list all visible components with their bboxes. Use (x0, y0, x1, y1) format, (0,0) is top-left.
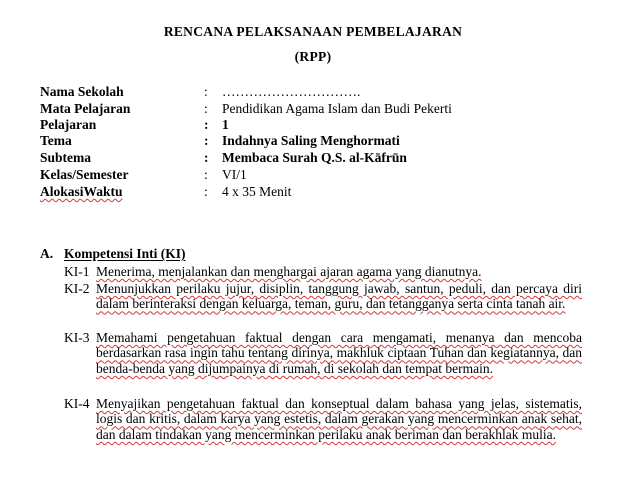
info-colon: : (204, 133, 209, 148)
info-colon: : (204, 167, 208, 182)
info-colon: : (204, 184, 208, 199)
document-title: RENCANA PELAKSANAAN PEMBELAJARAN (163, 24, 463, 39)
ki-item (64, 264, 582, 279)
ki-text: Menunjukkan perilaku jujur, disiplin, tanggung jawab, santun, peduli, dan percaya diri dalam berinteraksi dengan keluarga, teman, guru, dan tetangganya serta cinta tanah air. (96, 281, 582, 312)
section-letter: A. (40, 246, 54, 261)
info-value: Membaca Surah Q.S. al-Kāfrūn (222, 150, 407, 165)
ki-code: KI-1 (64, 264, 90, 279)
info-label: Tema (40, 133, 72, 148)
info-value: VI/1 (222, 167, 247, 182)
info-value: …………………………. (222, 84, 361, 99)
info-label: Pelajaran (40, 117, 97, 132)
info-label: Mata Pelajaran (40, 101, 131, 116)
info-label: Subtema (40, 150, 92, 165)
info-value: Pendidikan Agama Islam dan Budi Pekerti (222, 101, 452, 116)
info-label: Nama Sekolah (40, 84, 124, 99)
ki-code: KI-2 (64, 281, 90, 296)
ki-text: Memahami pengetahuan faktual dengan cara mengamati, menanya dan mencoba berdasarkan rasa ingin tahu tentang dirinya, makhluk ciptaan Tuhan dan kegiatannya, dan benda-benda yang dijumpainya di rumah, di sekolah dan tempat bermain. (96, 330, 582, 376)
ki-text: Menyajikan pengetahuan faktual dan konseptual dalam bahasa yang jelas, sistematis, logis dan kritis, dalam karya yang estetis, dalam gerakan yang mencerminkan anak sehat, dan dalam tindakan yang mencerminkan perilaku anak beriman dan berakhlak mulia. (96, 396, 582, 442)
ki-text: Menerima, menjalankan dan menghargai ajaran agama yang dianutnya. (96, 264, 482, 279)
info-label: AlokasiWaktu (40, 184, 123, 199)
info-colon: : (204, 84, 208, 99)
info-value: 1 (222, 117, 229, 132)
info-colon: : (204, 101, 208, 116)
info-value: Indahnya Saling Menghormati (222, 133, 400, 148)
info-value: 4 x 35 Menit (222, 184, 292, 199)
section-title: Kompetensi Inti (KI) (64, 246, 186, 261)
info-colon: : (204, 150, 209, 165)
ki-item (64, 396, 582, 442)
info-label: Kelas/Semester (40, 167, 129, 182)
ki-item (64, 330, 582, 376)
ki-code: KI-3 (64, 330, 90, 345)
ki-code: KI-4 (64, 396, 90, 411)
info-colon: : (204, 117, 209, 132)
document-subtitle: (RPP) (294, 49, 332, 64)
ki-item (64, 281, 582, 312)
